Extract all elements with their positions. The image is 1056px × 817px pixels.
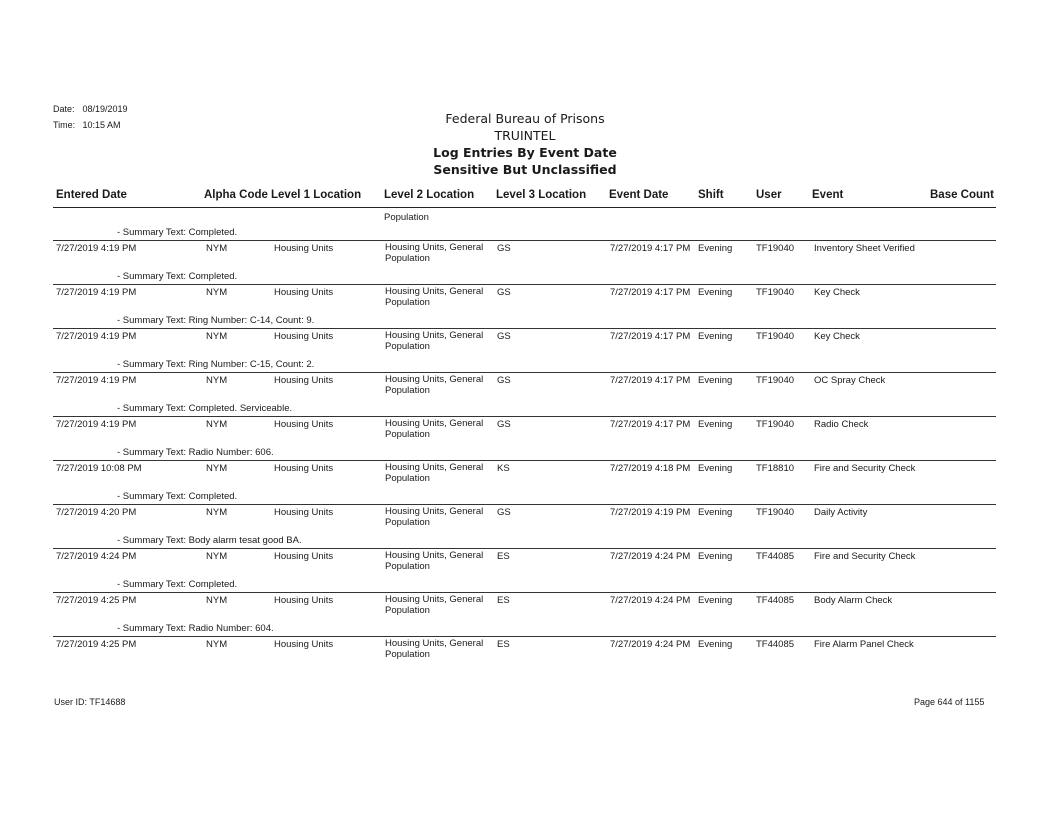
level1-location-cell: Housing Units <box>274 243 334 254</box>
user-cell: TF19040 <box>756 331 795 342</box>
level1-location-cell: Housing Units <box>274 331 334 342</box>
shift-cell: Evening <box>698 331 733 342</box>
user-cell: TF44085 <box>756 551 795 562</box>
shift-cell: Evening <box>698 595 733 606</box>
date-label: Date: <box>53 104 75 114</box>
entered-date-cell: 7/27/2019 4:20 PM <box>56 507 137 518</box>
event-cell: Fire Alarm Panel Check <box>814 639 914 650</box>
alpha-code-cell: NYM <box>206 331 228 342</box>
title-classification: Sensitive But Unclassified <box>433 162 617 177</box>
summary-text: - Summary Text: Completed. <box>117 271 238 282</box>
event-cell: OC Spray Check <box>814 375 886 386</box>
level1-location-cell: Housing Units <box>274 639 334 650</box>
summary-text: - Summary Text: Body alarm tesat good BA. <box>117 535 302 546</box>
summary-text: - Summary Text: Radio Number: 604. <box>117 623 274 634</box>
event-date-cell: 7/27/2019 4:18 PM <box>610 463 691 474</box>
entered-date-cell: 7/27/2019 4:25 PM <box>56 595 137 606</box>
shift-cell: Evening <box>698 243 733 254</box>
entered-date-cell: 7/27/2019 4:19 PM <box>56 375 137 386</box>
time-label: Time: <box>53 120 76 130</box>
continuation-summary: - Summary Text: Completed. <box>117 227 238 238</box>
row-divider <box>53 240 996 241</box>
event-cell: Fire and Security Check <box>814 551 916 562</box>
level2-location-cell: Housing Units, General Population <box>385 242 484 264</box>
event-cell: Radio Check <box>814 419 869 430</box>
entered-date-cell: 7/27/2019 4:19 PM <box>56 331 137 342</box>
summary-text: - Summary Text: Ring Number: C-14, Count: 9. <box>117 315 315 326</box>
summary-text: - Summary Text: Completed. Serviceable. <box>117 403 293 414</box>
shift-cell: Evening <box>698 639 733 650</box>
row-divider <box>53 504 996 505</box>
title-report: Log Entries By Event Date <box>433 145 617 160</box>
col-level2: Level 2 Location <box>384 189 475 201</box>
row-divider <box>53 636 996 637</box>
alpha-code-cell: NYM <box>206 287 228 298</box>
event-date-cell: 7/27/2019 4:24 PM <box>610 595 691 606</box>
event-date-cell: 7/27/2019 4:24 PM <box>610 551 691 562</box>
event-cell: Inventory Sheet Verified <box>814 243 915 254</box>
event-cell: Body Alarm Check <box>814 595 893 606</box>
entered-date-cell: 7/27/2019 4:19 PM <box>56 287 137 298</box>
level1-location-cell: Housing Units <box>274 287 334 298</box>
level1-location-cell: Housing Units <box>274 551 334 562</box>
report-title <box>380 110 670 178</box>
footer-user-id: User ID: TF14688 <box>54 697 126 707</box>
event-date-cell: 7/27/2019 4:17 PM <box>610 243 691 254</box>
col-user: User <box>756 189 782 201</box>
level2-location-cell: Housing Units, General Population <box>385 330 484 352</box>
alpha-code-cell: NYM <box>206 639 228 650</box>
event-date-cell: 7/27/2019 4:19 PM <box>610 507 691 518</box>
level3-location-cell: GS <box>497 507 511 518</box>
header-rule <box>53 207 996 208</box>
summary-text: - Summary Text: Ring Number: C-15, Count: 2. <box>117 359 315 370</box>
row-divider <box>53 460 996 461</box>
title-system: TRUINTEL <box>494 128 556 143</box>
alpha-code-cell: NYM <box>206 419 228 430</box>
col-level3: Level 3 Location <box>496 189 587 201</box>
event-date-cell: 7/27/2019 4:17 PM <box>610 375 691 386</box>
user-cell: TF19040 <box>756 419 795 430</box>
level3-location-cell: ES <box>497 595 510 606</box>
level2-location-cell: Housing Units, General Population <box>385 286 484 308</box>
entered-date-cell: 7/27/2019 10:08 PM <box>56 463 142 474</box>
alpha-code-cell: NYM <box>206 507 228 518</box>
entered-date-cell: 7/27/2019 4:24 PM <box>56 551 137 562</box>
row-divider <box>53 416 996 417</box>
level1-location-cell: Housing Units <box>274 595 334 606</box>
col-event: Event <box>812 189 844 201</box>
col-event-date: Event Date <box>609 189 669 201</box>
summary-text: - Summary Text: Radio Number: 606. <box>117 447 274 458</box>
shift-cell: Evening <box>698 551 733 562</box>
user-cell: TF19040 <box>756 375 795 386</box>
level1-location-cell: Housing Units <box>274 507 334 518</box>
level2-location-cell: Housing Units, General Population <box>385 418 484 440</box>
shift-cell: Evening <box>698 287 733 298</box>
alpha-code-cell: NYM <box>206 595 228 606</box>
footer-page-number: Page 644 of 1155 <box>914 697 985 707</box>
col-base-count: Base Count <box>930 189 994 201</box>
time-value: 10:15 AM <box>82 120 121 130</box>
entered-date-cell: 7/27/2019 4:25 PM <box>56 639 137 650</box>
level3-location-cell: GS <box>497 419 511 430</box>
level2-location-cell: Housing Units, General Population <box>385 462 484 484</box>
level3-location-cell: KS <box>497 463 510 474</box>
event-date-cell: 7/27/2019 4:17 PM <box>610 419 691 430</box>
level3-location-cell: GS <box>497 243 511 254</box>
col-level1: Level 1 Location <box>271 189 362 201</box>
level3-location-cell: GS <box>497 287 511 298</box>
event-date-cell: 7/27/2019 4:24 PM <box>610 639 691 650</box>
shift-cell: Evening <box>698 375 733 386</box>
row-divider <box>53 548 996 549</box>
entered-date-cell: 7/27/2019 4:19 PM <box>56 419 137 430</box>
event-cell: Key Check <box>814 331 860 342</box>
alpha-code-cell: NYM <box>206 243 228 254</box>
level2-location-cell: Housing Units, General Population <box>385 638 484 660</box>
entered-date-cell: 7/27/2019 4:19 PM <box>56 243 137 254</box>
level3-location-cell: ES <box>497 551 510 562</box>
user-cell: TF44085 <box>756 595 795 606</box>
date-value: 08/19/2019 <box>82 104 128 114</box>
shift-cell: Evening <box>698 419 733 430</box>
level2-location-cell: Housing Units, General Population <box>385 550 484 572</box>
continuation-level2: Population <box>384 212 429 223</box>
col-alpha-code: Alpha Code <box>204 189 268 201</box>
level1-location-cell: Housing Units <box>274 419 334 430</box>
alpha-code-cell: NYM <box>206 375 228 386</box>
event-cell: Fire and Security Check <box>814 463 916 474</box>
alpha-code-cell: NYM <box>206 551 228 562</box>
level2-location-cell: Housing Units, General Population <box>385 374 484 396</box>
level1-location-cell: Housing Units <box>274 463 334 474</box>
alpha-code-cell: NYM <box>206 463 228 474</box>
level2-location-cell: Housing Units, General Population <box>385 506 484 528</box>
shift-cell: Evening <box>698 463 733 474</box>
level2-location-cell: Housing Units, General Population <box>385 594 484 616</box>
event-cell: Key Check <box>814 287 860 298</box>
event-date-cell: 7/27/2019 4:17 PM <box>610 331 691 342</box>
row-divider <box>53 284 996 285</box>
level3-location-cell: GS <box>497 331 511 342</box>
user-cell: TF18810 <box>756 463 795 474</box>
level3-location-cell: ES <box>497 639 510 650</box>
event-date-cell: 7/27/2019 4:17 PM <box>610 287 691 298</box>
report-time <box>53 120 121 130</box>
col-entered-date: Entered Date <box>56 189 127 201</box>
row-divider <box>53 592 996 593</box>
row-divider <box>53 328 996 329</box>
row-divider <box>53 372 996 373</box>
level1-location-cell: Housing Units <box>274 375 334 386</box>
summary-text: - Summary Text: Completed. <box>117 491 238 502</box>
user-cell: TF19040 <box>756 287 795 298</box>
title-agency: Federal Bureau of Prisons <box>445 111 605 126</box>
col-shift: Shift <box>698 189 724 201</box>
shift-cell: Evening <box>698 507 733 518</box>
user-cell: TF44085 <box>756 639 795 650</box>
user-cell: TF19040 <box>756 507 795 518</box>
level3-location-cell: GS <box>497 375 511 386</box>
event-cell: Daily Activity <box>814 507 868 518</box>
report-date <box>53 104 128 114</box>
summary-text: - Summary Text: Completed. <box>117 579 238 590</box>
user-cell: TF19040 <box>756 243 795 254</box>
